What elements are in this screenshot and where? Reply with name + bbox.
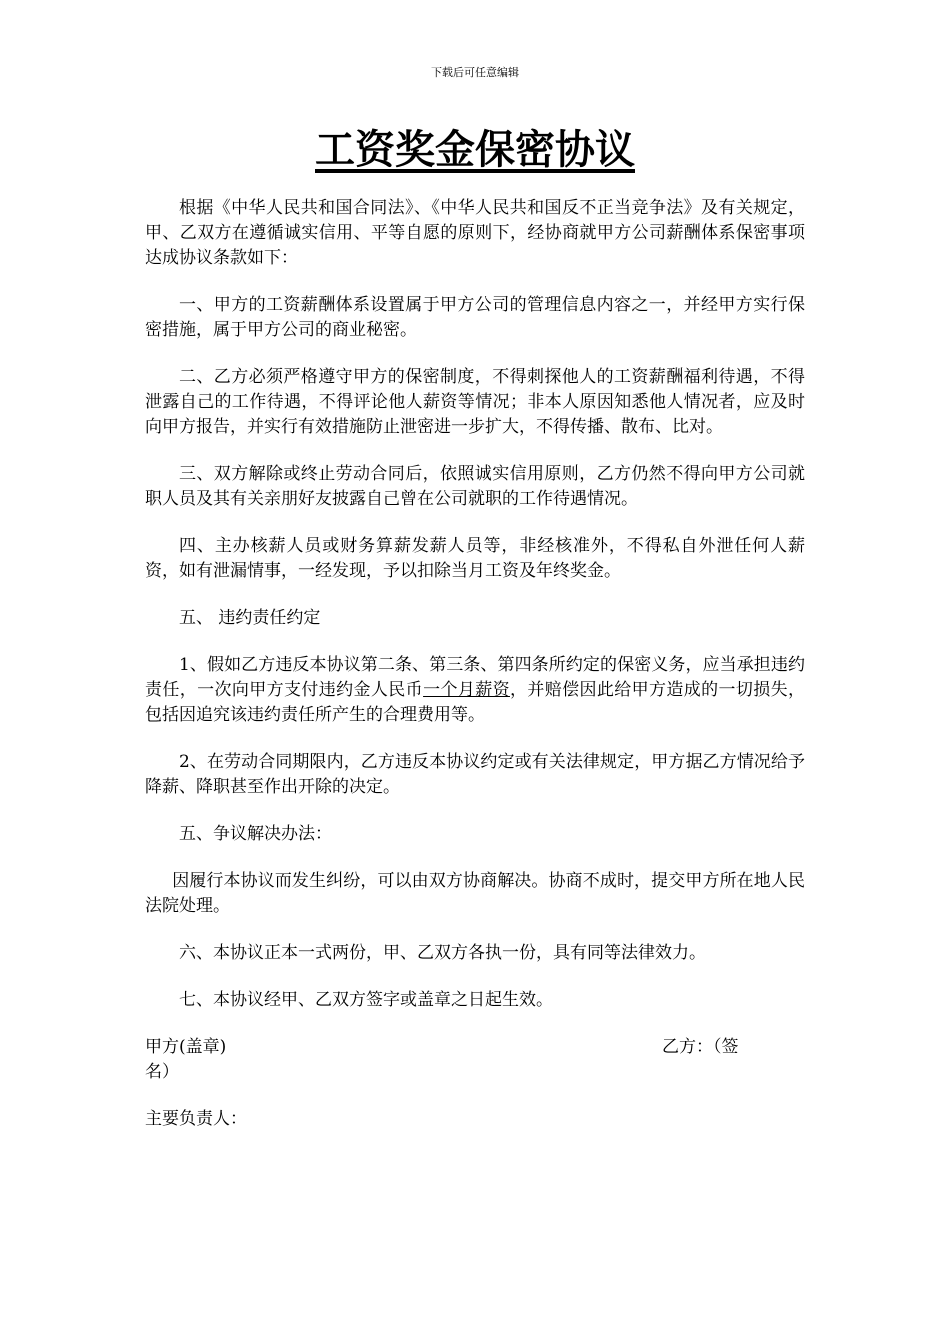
- signature-block: [145, 1035, 805, 1085]
- item-1-text-a: 1、假如乙方违反本协议第二条、第三条、第四条所约定的保密义务，应当承担违约责任，一次向甲方支付违约金人民币: [145, 655, 805, 700]
- item-1-text-b: ，并赔偿因此给甲方造成的一切损失，包括因追究该违约责任所产生的合理费用等。: [145, 680, 806, 725]
- dispute-paragraph: 因履行本协议而发生纠纷，可以由双方协商解决。协商不成时，提交甲方所在地人民法院处理。: [145, 871, 805, 916]
- document-body: [145, 196, 805, 1154]
- clause-5-heading: 五、 违约责任约定: [179, 608, 321, 628]
- dispute-heading: 五、争议解决办法：: [179, 824, 332, 844]
- party-a-seal: 甲方(盖章): [145, 1037, 227, 1057]
- intro-paragraph: 根据《中华人民共和国合同法》、《中华人民共和国反不正当竞争法》及有关规定，甲、乙双方在遵循诚实信用、平等自愿的原则下，经协商就甲方公司薪酬体系保密事项达成协议条款如下：: [145, 198, 805, 268]
- item-2: 2、在劳动合同期限内，乙方违反本协议约定或有关法律规定，甲方据乙方情况给予降薪、降职甚至作出开除的决定。: [145, 752, 805, 797]
- page-header: 下载后可任意编辑: [431, 66, 519, 79]
- party-b-signature-wrap: 名）: [145, 1062, 179, 1082]
- clause-7: 七、本协议经甲、乙双方签字或盖章之日起生效。: [179, 990, 553, 1010]
- clause-6: 六、本协议正本一式两份，甲、乙双方各执一份，具有同等法律效力。: [179, 943, 706, 963]
- clause-1: 一、甲方的工资薪酬体系设置属于甲方公司的管理信息内容之一，并经甲方实行保密措施，属于甲方公司的商业秘密。: [145, 295, 805, 340]
- document-title: 工资奖金保密协议: [315, 126, 635, 173]
- clause-4: 四、主办核薪人员或财务算薪发薪人员等，非经核准外，不得私自外泄任何人薪资，如有泄漏情事，一经发现，予以扣除当月工资及年终奖金。: [145, 536, 805, 581]
- clause-3: 三、双方解除或终止劳动合同后，依照诚实信用原则，乙方仍然不得向甲方公司就职人员及其有关亲朋好友披露自己曾在公司就职的工作待遇情况。: [145, 464, 805, 509]
- party-b-signature: 乙方：（签: [662, 1037, 739, 1057]
- clause-2: 二、乙方必须严格遵守甲方的保密制度，不得刺探他人的工资薪酬福利待遇，不得泄露自己的工作待遇，不得评论他人薪资等情况；非本人原因知悉他人情况者，应及时向甲方报告，并实行有效措施防止泄密进一步扩大，不得传播、散布、比对。: [145, 367, 805, 437]
- responsible-person: 主要负责人：: [145, 1109, 247, 1129]
- item-1: [145, 653, 805, 728]
- penalty-amount: 一个月薪资: [423, 680, 510, 700]
